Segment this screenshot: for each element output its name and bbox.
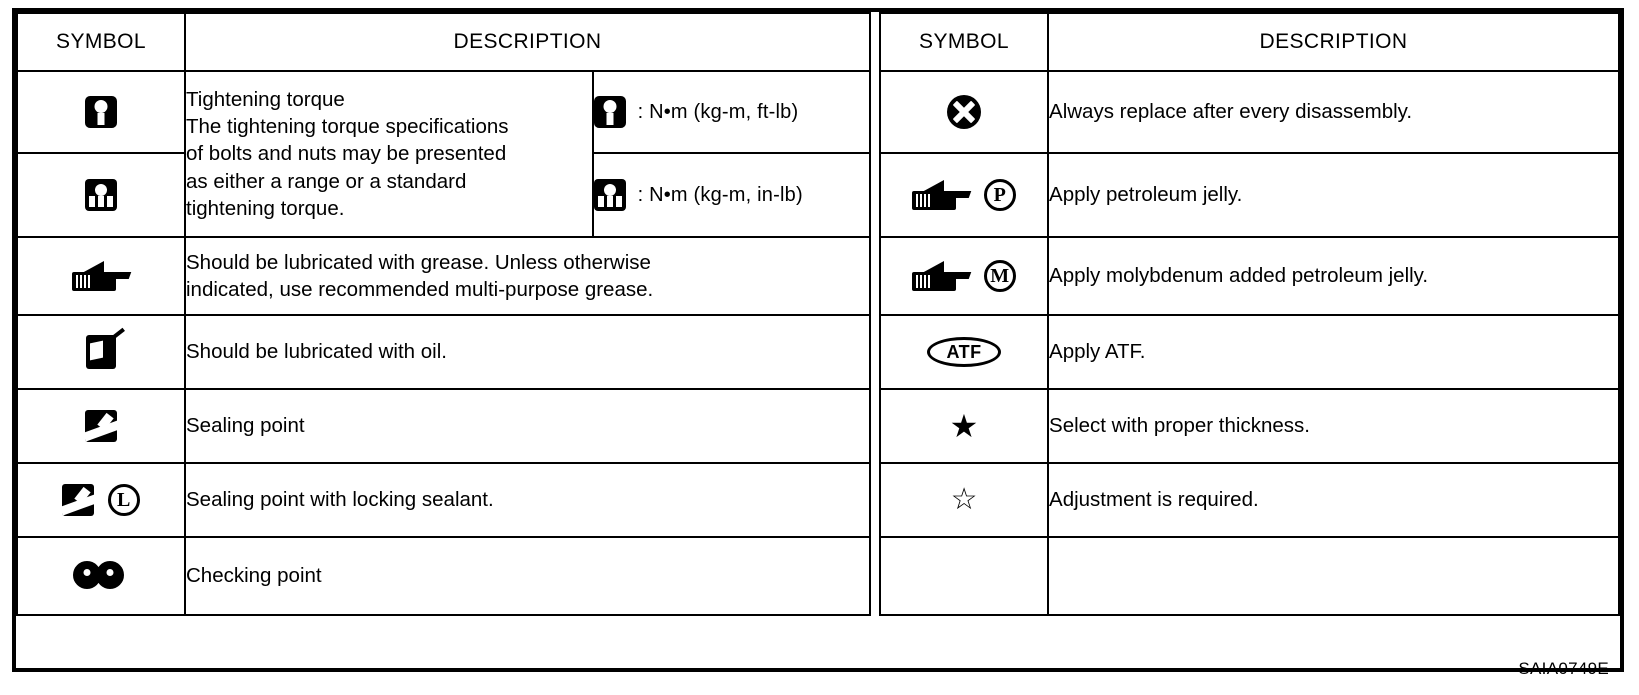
- circled-letter-p-icon: P: [984, 179, 1016, 211]
- header-symbol-left: SYMBOL: [17, 13, 185, 71]
- header-description-left: DESCRIPTION: [185, 13, 870, 71]
- tightening-torque-inlb-icon: [594, 179, 626, 211]
- table-row: [17, 237, 1619, 315]
- grease-gun-icon: [912, 261, 970, 291]
- table-row: [17, 389, 1619, 463]
- description-cell-adjustment-required: Adjustment is required.: [1048, 463, 1619, 537]
- sealing-point-icon: [85, 410, 117, 442]
- unit-cell-ftlb: [593, 71, 870, 153]
- symbol-cell-empty: [880, 537, 1048, 615]
- symbol-cell-apply-petroleum-jelly: [880, 153, 1048, 237]
- symbol-cell-sealing-point-locking: [17, 463, 185, 537]
- column-divider: [870, 13, 880, 71]
- locking-sealant-symbol-group: [62, 489, 139, 511]
- table-row: [17, 71, 1619, 153]
- description-cell-empty: [1048, 537, 1619, 615]
- unit-cell-inlb: [593, 153, 870, 237]
- circled-x-icon: [947, 95, 981, 129]
- petroleum-jelly-symbol-group: [912, 184, 1015, 206]
- symbol-cell-apply-molybdenum: [880, 237, 1048, 315]
- figure-caption: SAIA0749E: [1518, 659, 1609, 678]
- torque-text-line-5: tightening torque.: [186, 196, 345, 220]
- description-cell-apply-molybdenum: Apply molybdenum added petroleum jelly.: [1048, 237, 1619, 315]
- description-cell-tightening-torque: [185, 71, 593, 237]
- grease-text-line-1: Should be lubricated with grease. Unless otherwise: [186, 250, 651, 274]
- column-divider: [870, 315, 880, 389]
- table-row: [17, 315, 1619, 389]
- checking-point-icon: [73, 561, 129, 591]
- circled-letter-l-icon: L: [108, 484, 140, 516]
- column-divider: [870, 463, 880, 537]
- description-cell-grease: [185, 237, 870, 315]
- star-filled-icon: ★: [949, 408, 979, 444]
- column-divider: [870, 389, 880, 463]
- symbol-cell-atf: [880, 315, 1048, 389]
- description-cell-sealing-point-locking: Sealing point with locking sealant.: [185, 463, 870, 537]
- description-cell-replace-after-disassembly: Always replace after every disassembly.: [1048, 71, 1619, 153]
- symbol-cell-oil: [17, 315, 185, 389]
- grease-text-line-2: indicated, use recommended multi-purpose grease.: [186, 278, 654, 301]
- grease-gun-icon: [912, 180, 970, 210]
- header-description-right: DESCRIPTION: [1048, 13, 1619, 71]
- circled-letter-m-icon: M: [984, 260, 1016, 292]
- description-cell-oil: Should be lubricated with oil.: [185, 315, 870, 389]
- column-divider: [870, 153, 880, 237]
- table-row: [17, 463, 1619, 537]
- column-divider: [870, 237, 880, 315]
- tightening-torque-nm-icon: [594, 96, 626, 128]
- molybdenum-symbol-group: [912, 265, 1015, 287]
- unit-label-inlb: : N•m (kg-m, in-lb): [637, 183, 803, 206]
- torque-text-line-1: Tightening torque: [186, 88, 345, 112]
- description-cell-apply-atf: Apply ATF.: [1048, 315, 1619, 389]
- table-row: [17, 537, 1619, 615]
- grease-gun-icon: [72, 261, 130, 291]
- column-divider: [870, 537, 880, 615]
- torque-text-line-3: of bolts and nuts may be presented: [186, 142, 507, 166]
- unit-label-ftlb: : N•m (kg-m, ft-lb): [637, 100, 799, 123]
- sealing-point-icon: [62, 484, 94, 516]
- description-cell-apply-petroleum-jelly: Apply petroleum jelly.: [1048, 153, 1619, 237]
- header-symbol-right: SYMBOL: [880, 13, 1048, 71]
- symbol-cell-grease: [17, 237, 185, 315]
- symbol-cell-star-filled: [880, 389, 1048, 463]
- atf-oval-icon: ATF: [927, 337, 1001, 367]
- table-header-row: [17, 13, 1619, 71]
- symbol-cell-tightening-torque-ftlb: [17, 71, 185, 153]
- symbol-cell-sealing-point: [17, 389, 185, 463]
- star-open-icon: ☆: [950, 483, 978, 516]
- symbol-legend-table: [16, 12, 1620, 616]
- torque-text-line-4: as either a range or a standard: [186, 169, 467, 193]
- oil-can-icon: [86, 335, 116, 369]
- symbol-cell-replace-after-disassembly: [880, 71, 1048, 153]
- symbol-cell-checking-point: [17, 537, 185, 615]
- column-divider: [870, 71, 880, 153]
- symbol-cell-tightening-torque-inlb: [17, 153, 185, 237]
- torque-text-line-2: The tightening torque specifications: [186, 115, 509, 139]
- symbol-cell-star-open: [880, 463, 1048, 537]
- description-cell-select-thickness: Select with proper thickness.: [1048, 389, 1619, 463]
- description-cell-checking-point: Checking point: [185, 537, 870, 615]
- description-cell-sealing-point: Sealing point: [185, 389, 870, 463]
- tightening-torque-inlb-icon: [85, 179, 117, 211]
- tightening-torque-nm-icon: [85, 96, 117, 128]
